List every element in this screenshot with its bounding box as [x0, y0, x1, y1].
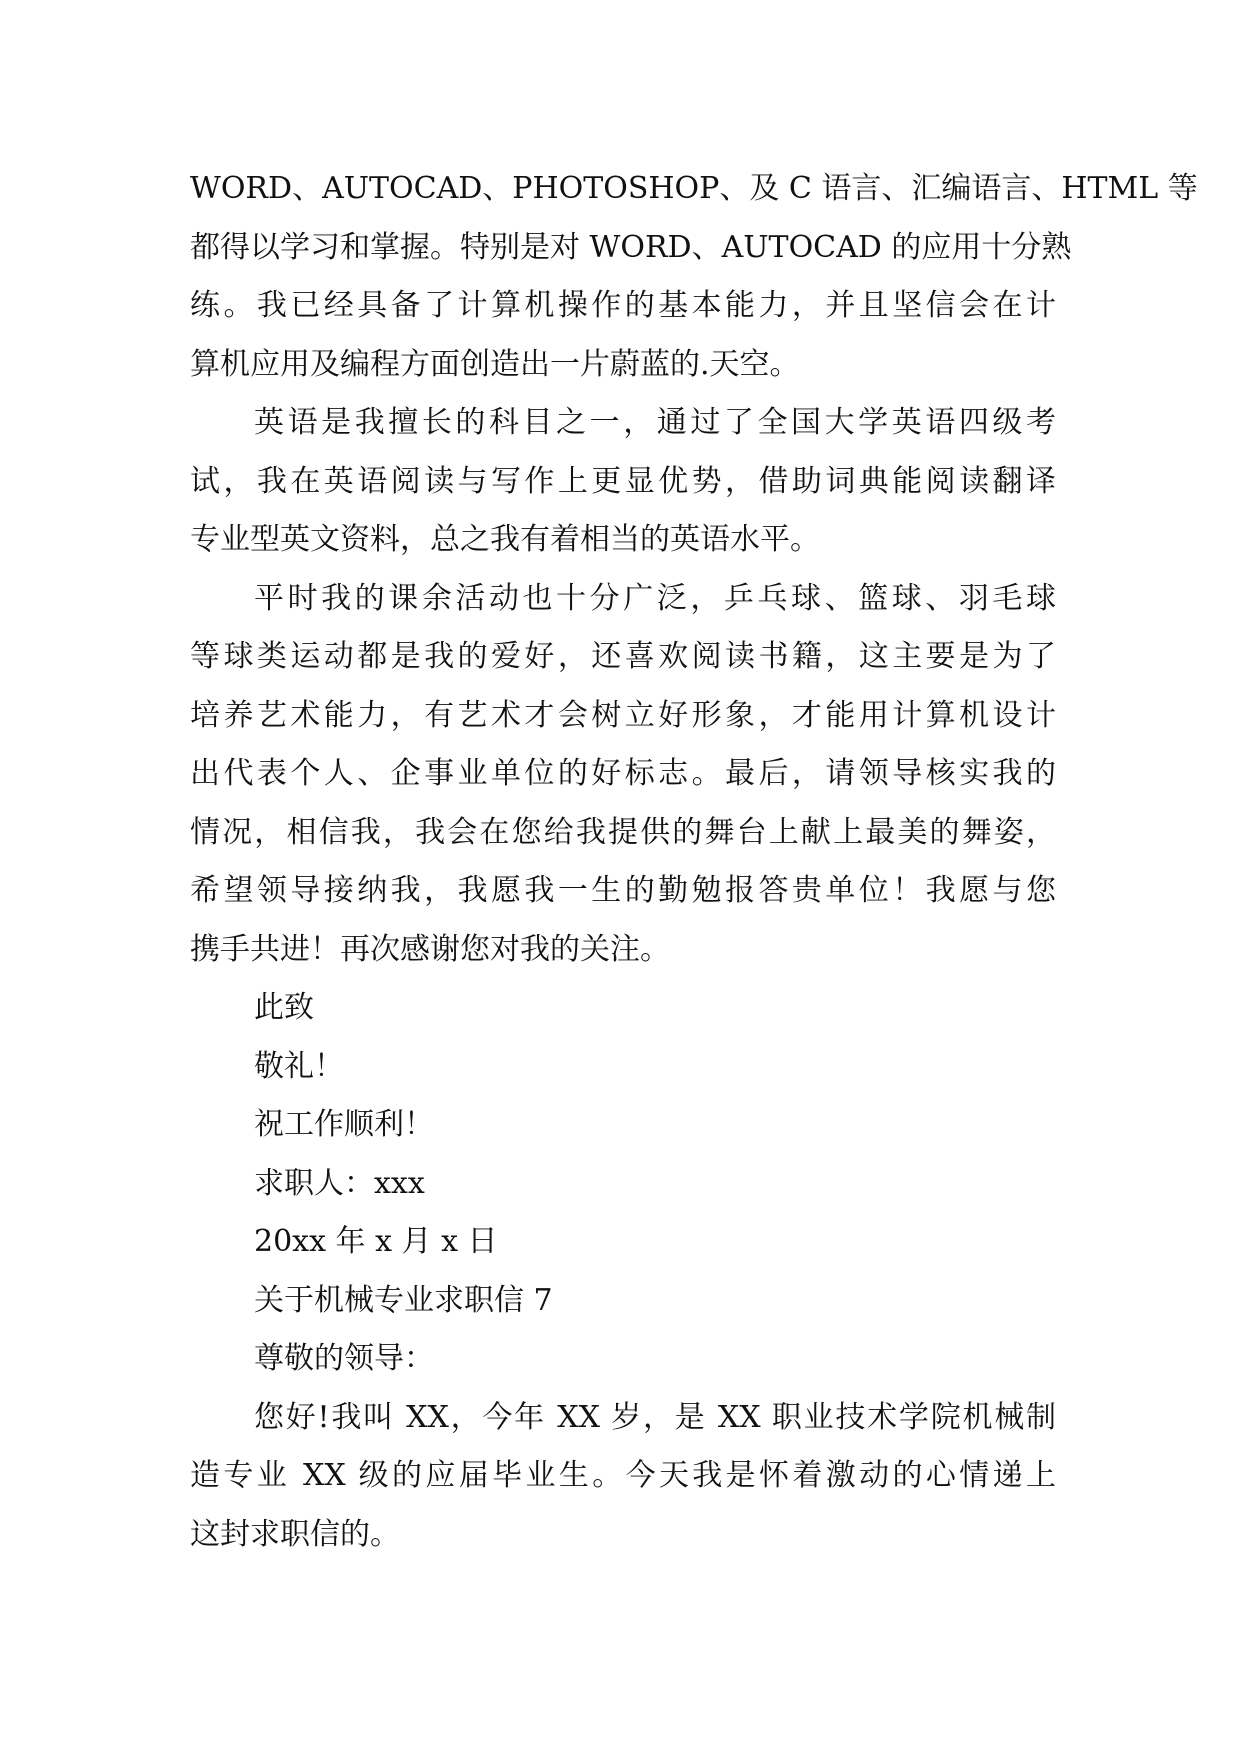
paragraph-2-line-3: 专业型英文资料，总之我有着相当的英语水平。	[190, 522, 820, 557]
closing-jingli: 敬礼！	[254, 1048, 344, 1084]
next-letter-body-line-1: 您好!我叫 XX，今年 XX 岁，是 XX 职业技术学院机械制	[254, 1399, 1056, 1435]
paragraph-3-line-5: 情况，相信我，我会在您给我提供的舞台上献上最美的舞姿，	[190, 814, 1056, 850]
paragraph-3-line-3: 培养艺术能力，有艺术才会树立好形象，才能用计算机设计	[190, 697, 1056, 733]
paragraph-2-line-1: 英语是我擅长的科目之一，通过了全国大学英语四级考	[254, 405, 1056, 440]
next-letter-salutation: 尊敬的领导：	[254, 1341, 434, 1376]
paragraph-3-line-4: 出代表个人、企事业单位的好标志。最后，请领导核实我的	[190, 756, 1056, 791]
paragraph-2-line-2: 试，我在英语阅读与写作上更显优势，借助词典能阅读翻译	[190, 463, 1056, 499]
paragraph-1-line-1: WORD、AUTOCAD、PHOTOSHOP、及 C 语言、汇编语言、HTML 等	[190, 171, 1198, 206]
document-page	[190, 160, 1198, 1564]
closing-wish: 祝工作顺利！	[254, 1107, 434, 1142]
next-letter-body-line-2: 造专业 XX 级的应届毕业生。今天我是怀着激动的心情递上	[190, 1458, 1056, 1493]
paragraph-1-line-2: 都得以学习和掌握。特别是对 WORD、AUTOCAD 的应用十分熟	[190, 229, 1072, 265]
closing-zhi: 此致	[254, 990, 314, 1025]
paragraph-3-line-6: 希望领导接纳我，我愿我一生的勤勉报答贵单位！我愿与您	[190, 873, 1056, 908]
next-letter-title: 关于机械专业求职信 7	[254, 1282, 553, 1318]
next-letter-body-line-3: 这封求职信的。	[190, 1516, 400, 1552]
paragraph-3-line-1: 平时我的课余活动也十分广泛，乒乓球、篮球、羽毛球	[254, 580, 1056, 616]
paragraph-3-line-7: 携手共进！再次感谢您对我的关注。	[190, 931, 670, 967]
letter-date: 20xx 年 x 月 x 日	[254, 1224, 498, 1259]
paragraph-1-line-3: 练。我已经具备了计算机操作的基本能力，并且坚信会在计	[190, 288, 1056, 323]
paragraph-3-line-2: 等球类运动都是我的爱好，还喜欢阅读书籍，这主要是为了	[190, 639, 1056, 674]
signer-name: 求职人：xxx	[254, 1165, 425, 1201]
paragraph-1-line-4: 算机应用及编程方面创造出一片蔚蓝的.天空。	[190, 346, 800, 382]
